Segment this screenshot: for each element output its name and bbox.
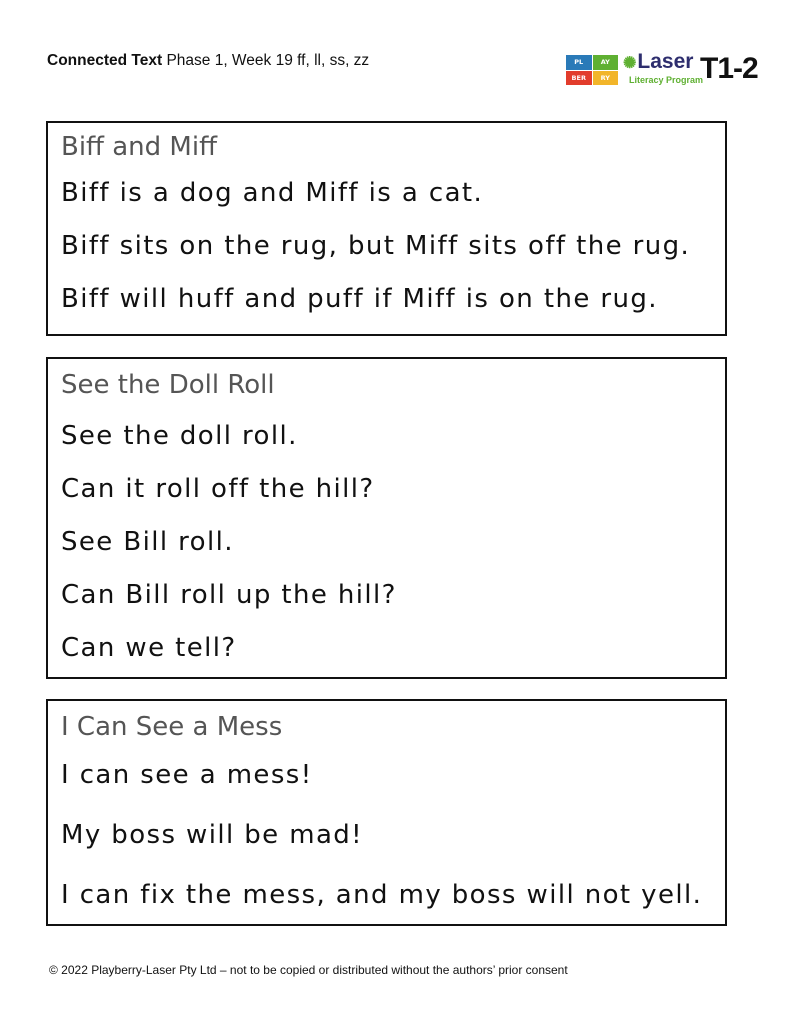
story-line: Can Bill roll up the hill? <box>61 580 397 610</box>
sparkle-icon: ✺ <box>623 55 637 72</box>
story-line: Biff is a dog and Miff is a cat. <box>61 178 484 208</box>
copyright-footer: © 2022 Playberry-Laser Pty Ltd – not to be copied or distributed without the authors’ prior consent <box>49 963 568 977</box>
logo-subtitle: Literacy Program <box>629 75 704 85</box>
laser-logo <box>566 50 756 90</box>
story-line: See Bill roll. <box>61 527 234 557</box>
header-label: Connected Text <box>47 52 163 69</box>
story-line: See the doll roll. <box>61 421 298 451</box>
story-box-biff-and-miff <box>46 121 727 336</box>
logo-tile: RY <box>593 71 619 86</box>
story-title: See the Doll Roll <box>61 370 275 400</box>
logo-brand <box>623 50 693 74</box>
header-details: Phase 1, Week 19 ff, ll, ss, zz <box>166 52 370 69</box>
story-line: Biff sits on the rug, but Miff sits off the rug. <box>61 231 691 261</box>
story-line: I can see a mess! <box>61 760 313 790</box>
logo-tile: AY <box>593 55 619 70</box>
playberry-logo-icon <box>566 55 618 85</box>
story-line: Biff will huff and puff if Miff is on the rug. <box>61 284 658 314</box>
story-box-see-the-doll-roll <box>46 357 727 679</box>
story-line: My boss will be mad! <box>61 820 364 850</box>
story-title: Biff and Miff <box>61 132 217 162</box>
logo-tile: PL <box>566 55 592 70</box>
story-title: I Can See a Mess <box>61 712 283 742</box>
logo-tile: BER <box>566 71 592 86</box>
level-badge: T1-2 <box>700 52 758 85</box>
story-line: Can we tell? <box>61 633 237 663</box>
story-box-i-can-see-a-mess <box>46 699 727 926</box>
story-line: Can it roll off the hill? <box>61 474 375 504</box>
logo-brand-text: Laser <box>637 50 694 73</box>
page-header <box>47 52 369 70</box>
story-line: I can fix the mess, and my boss will not yell. <box>61 880 703 910</box>
